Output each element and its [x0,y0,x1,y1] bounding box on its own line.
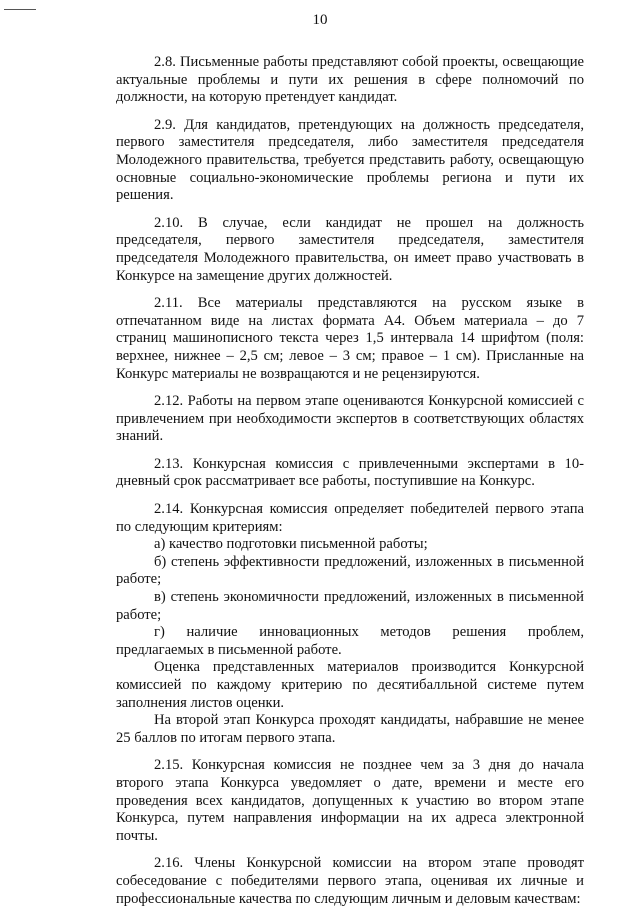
paragraph-2-16: 2.16. Члены Конкурсной комиссии на втором этапе проводят собеседование с победителями первого этапа, оценивая их личные и профессиональные качества по следующим личным и деловым качествам: [116,855,584,907]
document-body [116,44,584,908]
criterion-c: в) степень экономичности предложений, изложенных в письменной работе; [116,589,584,623]
criterion-b: б) степень эффективности предложений, изложенных в письменной работе; [116,553,584,588]
criterion-a: а) качество подготовки письменной работы; [154,536,428,553]
paragraph-assessment: Оценка представленных материалов производится Конкурсной комиссией по каждому критерию по десятибалльной системе путем заполнения листов оценки. [116,659,584,711]
paragraph-2-12: 2.12. Работы на первом этапе оцениваются Конкурсной комиссией с привлечением при необходимости экспертов в соответствующих областях знаний. [116,393,584,445]
paragraph-2-11: 2.11. Все материалы представляются на русском языке в отпечатанном виде на листах формата А4. Объем материала – до 7 страниц машинописного текста через 1,5 интервала 14 шрифтом (поля: верхнее, нижнее – 2,5 см; левое – 3 см; правое – 1 см). Присланные на Конкурс материалы не возвращаются и не рецензируются. [116,295,584,382]
scan-mark [4,9,36,10]
paragraph-2-10: 2.10. В случае, если кандидат не прошел на должность председателя, первого заместителя председателя, заместителя председателя Молодежного правительства, он имеет право участвовать в Конкурсе на замещение других должностей. [116,214,584,284]
paragraph-second-stage: На второй этап Конкурса проходят кандидаты, набравшие не менее 25 баллов по итогам первого этапа. [116,712,584,746]
criterion-d: г) наличие инновационных методов решения проблем, предлагаемых в письменной работе. [116,624,584,658]
paragraph-2-14: 2.14. Конкурсная комиссия определяет победителей первого этапа по следующим критериям: [116,501,584,535]
paragraph-2-13: 2.13. Конкурсная комиссия с привлеченными экспертами в 10-дневный срок рассматривает все работы, поступившие на Конкурс. [116,455,584,490]
paragraph-2-8: 2.8. Письменные работы представляют собой проекты, освещающие актуальные проблемы и пути их решения в сфере полномочий по должности, на которую претендует кандидат. [116,54,584,106]
paragraph-2-9: 2.9. Для кандидатов, претендующих на должность председателя, первого заместителя председателя, либо заместителя председателя Молодежного правительства, требуется представить работу, освещающую основные социально-экономические проблемы региона и пути их решения. [116,116,584,204]
page-number: 10 [312,12,328,28]
paragraph-2-15: 2.15. Конкурсная комиссия не позднее чем за 3 дня до начала второго этапа Конкурса уведомляет о дате, времени и месте его проведения всех кандидатов, допущенных к участию во втором этапе Конкурса, путем направления информации на их адреса электронной почты. [116,757,584,844]
